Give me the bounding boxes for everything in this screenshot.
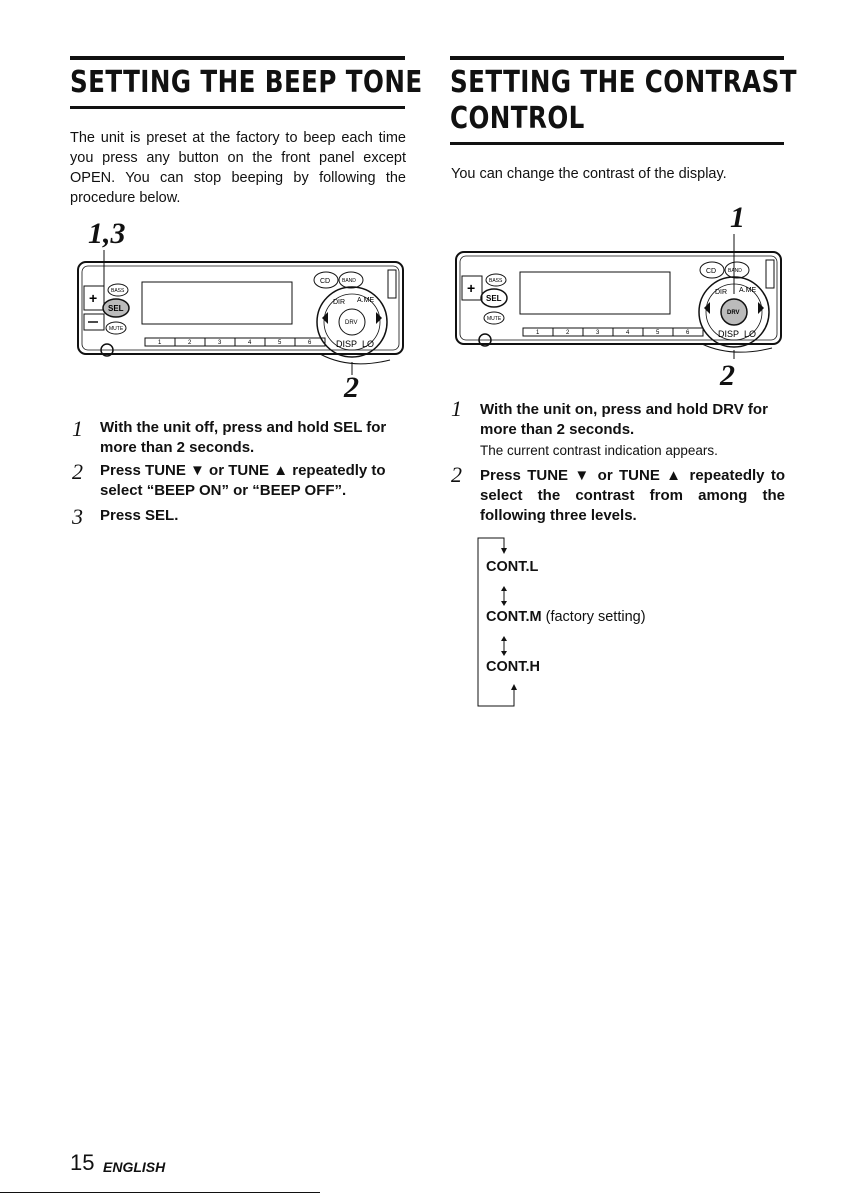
left-mute-label: MUTE	[109, 326, 124, 332]
right-step-1-number: 1	[451, 396, 462, 421]
left-step-2-text: Press TUNE ▼ or TUNE ▲ repeatedly to select “BEEP ON” or “BEEP OFF”.	[100, 462, 386, 499]
left-step-1-number: 1	[72, 416, 83, 441]
right-preset-label-2: 2	[566, 330, 570, 336]
left-preset-label-5: 5	[278, 340, 282, 346]
right-mute-label: MUTE	[487, 316, 502, 322]
left-preset-strip	[145, 338, 325, 346]
right-preset-strip	[523, 328, 703, 336]
right-device-illustration	[452, 234, 790, 359]
right-section-title-line2: CONTROL	[450, 101, 585, 136]
right-ame-label: A.ME	[739, 287, 757, 294]
left-bass-label: BASS	[111, 288, 125, 294]
page-language: ENGLISH	[103, 1159, 166, 1175]
left-title-rule-bottom	[70, 106, 405, 109]
left-disp-label: DISP	[336, 339, 358, 349]
contrast-level-low-name: CONT.L	[486, 559, 539, 575]
svg-text:+: +	[89, 290, 98, 306]
right-title-rule-top	[450, 56, 784, 60]
right-step-2-number: 2	[451, 462, 462, 487]
right-band-label: BAND	[728, 268, 742, 274]
right-step-1-text: With the unit on, press and hold DRV for more than 2 seconds.	[480, 401, 768, 438]
right-drv-label: DRV	[727, 310, 740, 316]
left-step-3-number: 3	[72, 504, 83, 529]
right-step-1-subtext: The current contrast indication appears.	[480, 443, 718, 458]
right-bass-label: BASS	[489, 278, 503, 284]
left-band-label: BAND	[342, 278, 356, 284]
right-figure-callout-top: 1	[730, 201, 745, 234]
left-lo-label: LO	[362, 339, 375, 349]
svg-text:+: +	[467, 280, 476, 296]
right-preset-label-5: 5	[656, 330, 660, 336]
contrast-level-high-name: CONT.H	[486, 659, 540, 675]
left-figure-callout-top: 1,3	[88, 217, 126, 250]
left-section-title: SETTING THE BEEP TONE	[70, 65, 423, 100]
left-preset-label-1: 1	[158, 340, 162, 346]
contrast-level-medium-name: CONT.M	[486, 609, 542, 625]
right-preset-label-3: 3	[596, 330, 600, 336]
right-dir-label: DIR	[715, 289, 728, 296]
left-drv-label: DRV	[345, 320, 358, 326]
contrast-level-medium	[486, 608, 646, 626]
left-preset-label-6: 6	[308, 340, 312, 346]
right-preset-label-1: 1	[536, 330, 540, 336]
right-lo-label: LO	[744, 329, 757, 339]
left-intro-text: The unit is preset at the factory to beep each time you press any button on the front panel except OPEN. You can stop beeping by following the procedure below.	[70, 130, 406, 206]
footer-rule	[0, 1192, 320, 1193]
left-preset-label-4: 4	[248, 340, 252, 346]
right-preset-label-4: 4	[626, 330, 630, 336]
right-cd-label: CD	[706, 268, 717, 275]
right-preset-label-6: 6	[686, 330, 690, 336]
right-intro-text: You can change the contrast of the display.	[451, 166, 727, 182]
left-cd-label: CD	[320, 278, 331, 285]
right-disp-label: DISP	[718, 329, 740, 339]
contrast-level-high	[486, 658, 540, 676]
page-number: 15	[70, 1150, 95, 1175]
left-ame-label: A.ME	[357, 297, 375, 304]
left-title-rule-top	[70, 56, 405, 60]
right-sel-label: SEL	[486, 294, 502, 303]
right-step-2-text: Press TUNE ▼ or TUNE ▲ repeatedly to select the contrast from among the following three levels.	[480, 467, 785, 524]
left-figure-callout-bottom: 2	[344, 371, 359, 404]
contrast-level-low	[486, 558, 538, 576]
left-step-3-text: Press SEL.	[100, 507, 179, 524]
right-section-title-line1: SETTING THE CONTRAST	[450, 65, 797, 100]
left-step-2-number: 2	[72, 459, 83, 484]
left-preset-label-3: 3	[218, 340, 222, 346]
left-step-1-text: With the unit off, press and hold SEL for more than 2 seconds.	[100, 419, 387, 456]
left-sel-label: SEL	[108, 304, 124, 313]
left-preset-label-2: 2	[188, 340, 192, 346]
contrast-level-medium-note: (factory setting)	[545, 609, 646, 625]
right-title-rule-bottom	[450, 142, 784, 145]
left-dir-label: DIR	[333, 299, 346, 306]
left-device-illustration	[70, 250, 408, 375]
right-figure-callout-bottom: 2	[720, 359, 735, 392]
